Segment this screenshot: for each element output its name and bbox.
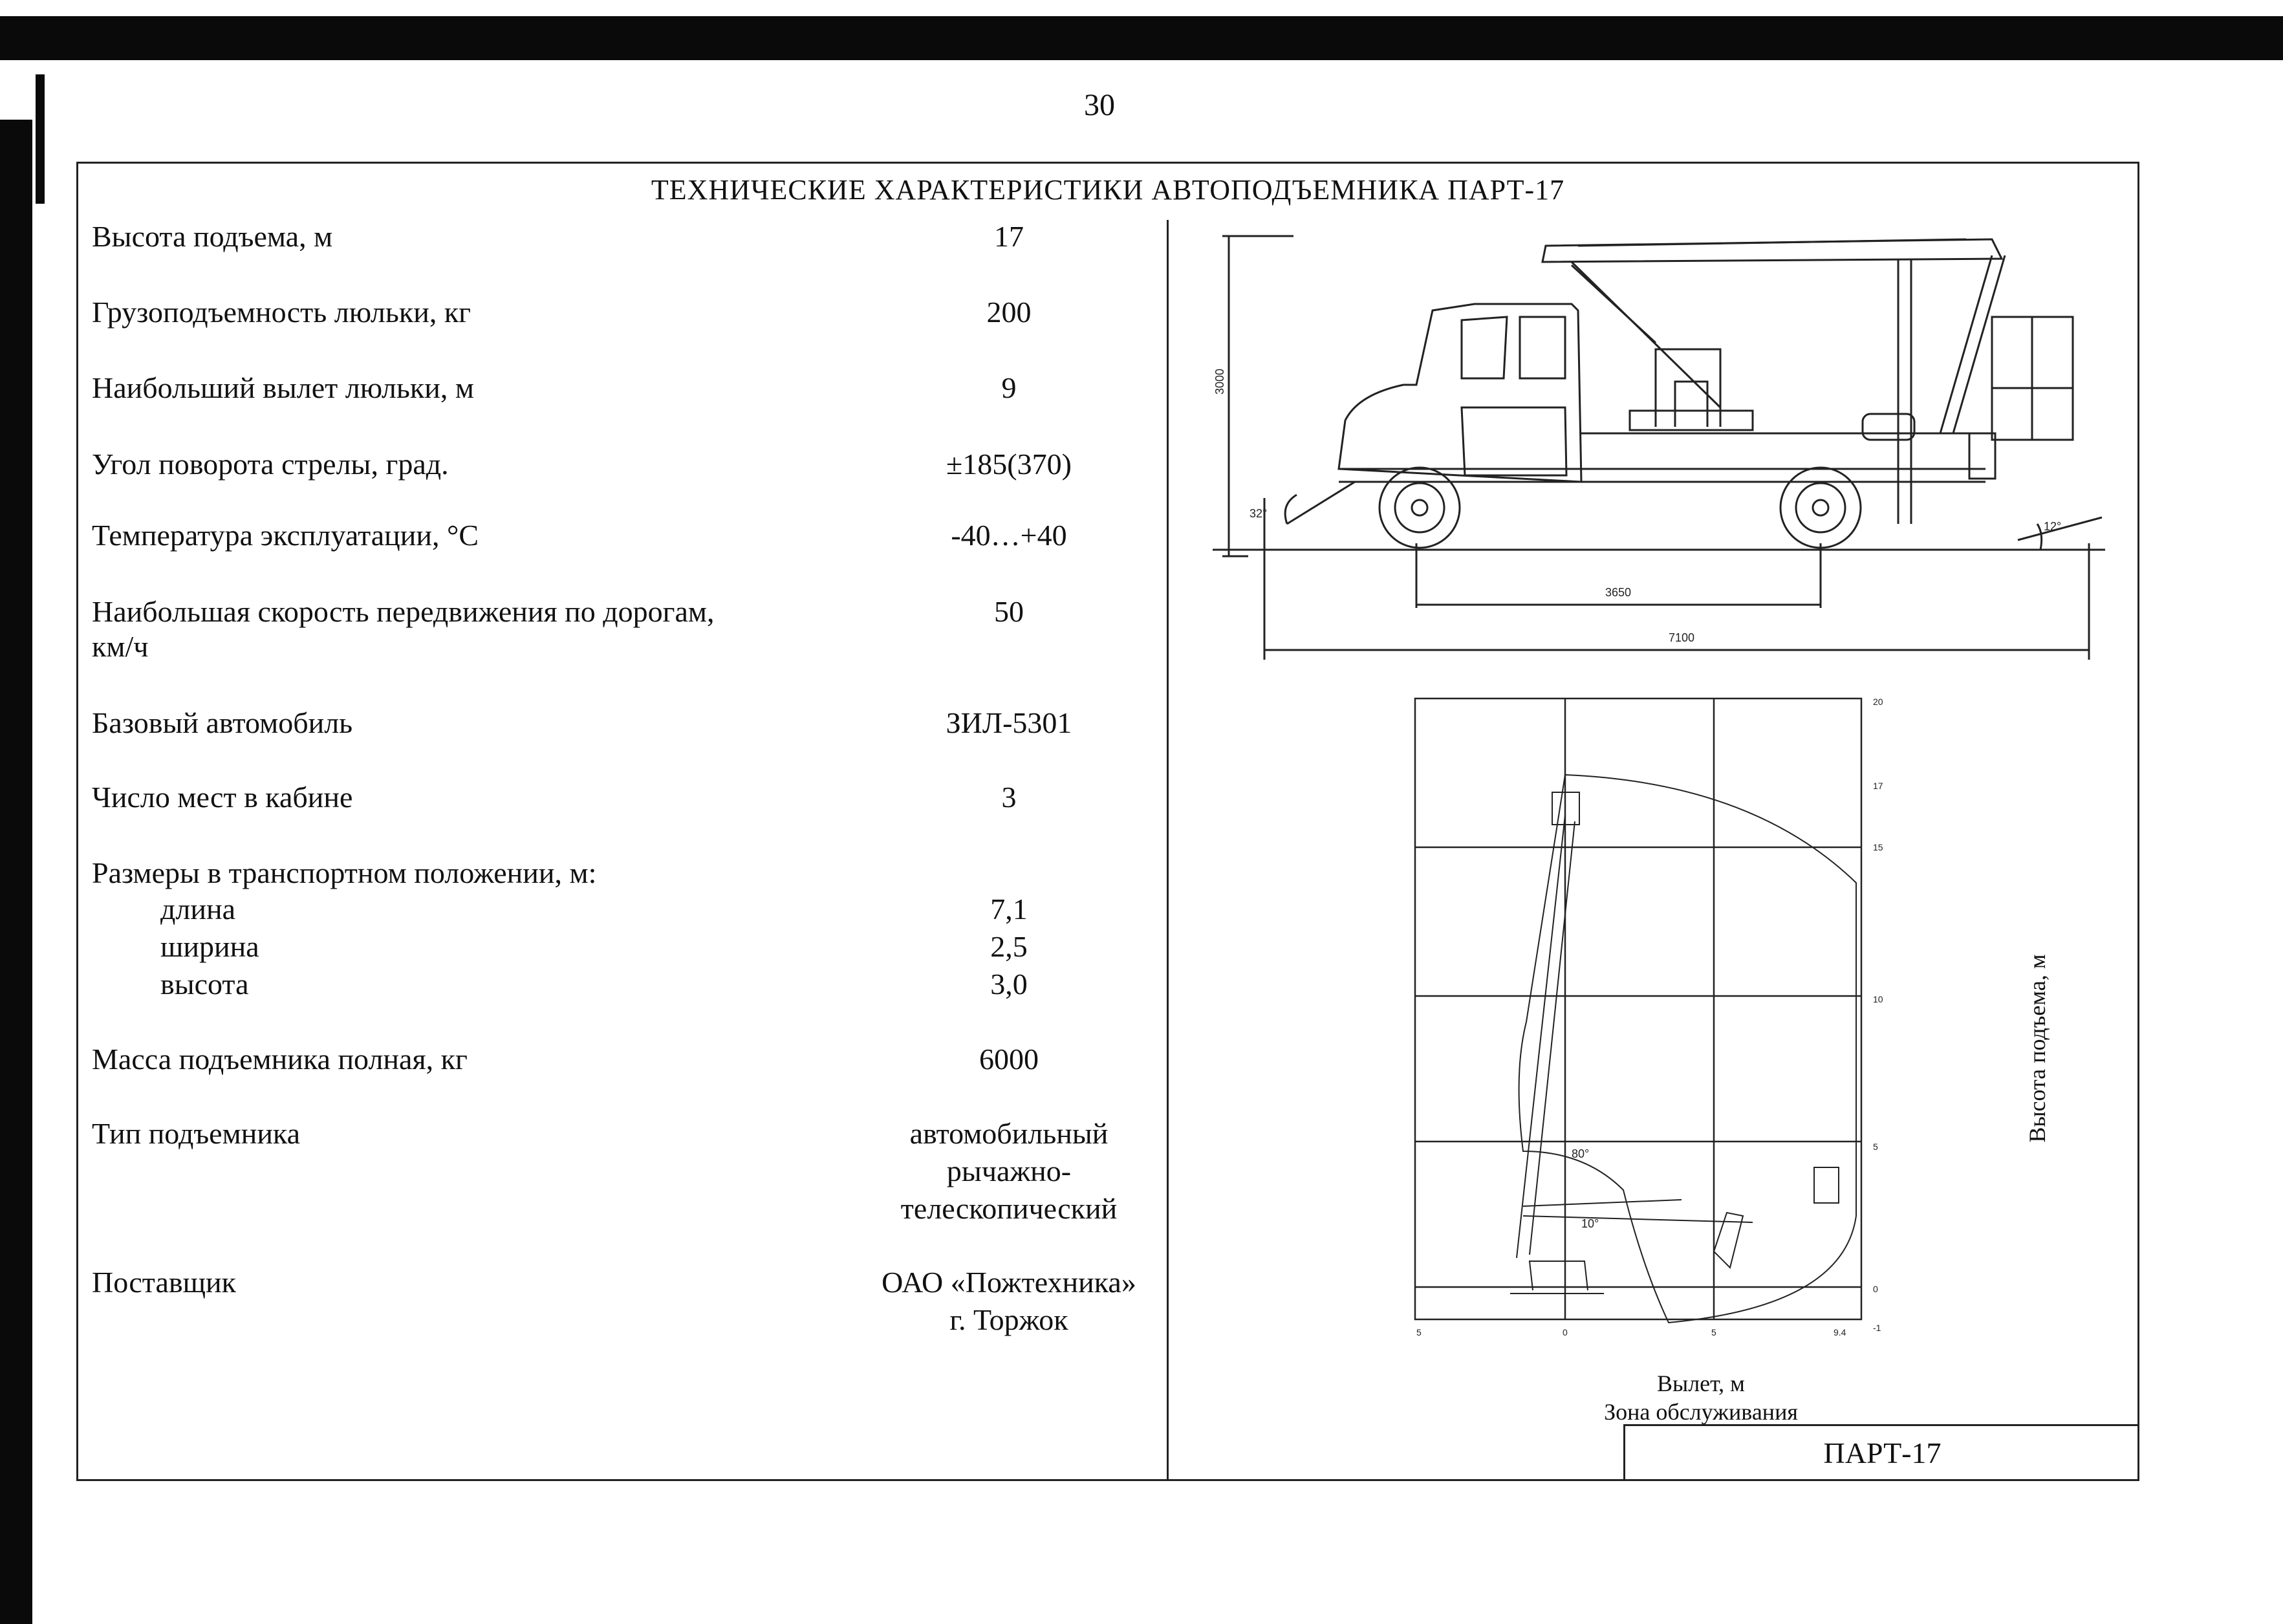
spec-value-supplier-1: ОАО «Пожтехника» — [882, 1266, 1136, 1299]
spec-label-base-vehicle: Базовый автомобиль — [92, 706, 353, 739]
x-tick-9-4: 9.4 — [1834, 1327, 1846, 1337]
spec-value-heightdim: 3,0 — [990, 968, 1028, 1001]
x-tick-0: 0 — [1563, 1327, 1568, 1337]
spec-value-temperature: -40…+40 — [951, 519, 1067, 552]
x-tick-5-left: 5 — [1416, 1327, 1422, 1337]
spec-value-type-2: рычажно- — [946, 1154, 1072, 1187]
spec-value-width: 2,5 — [990, 930, 1028, 963]
spec-value-rotation: ±185(370) — [946, 448, 1072, 481]
spec-value-mass: 6000 — [979, 1043, 1039, 1076]
table-title: ТЕХНИЧЕСКИЕ ХАРАКТЕРИСТИКИ АВТОПОДЪЕМНИКА ПАРТ-17 — [651, 174, 1565, 206]
scan-left-notch — [36, 74, 45, 204]
spec-label-rotation: Угол поворота стрелы, град. — [92, 448, 449, 481]
dim-front-angle: 32° — [1250, 507, 1268, 520]
spec-label-length: длина — [160, 893, 236, 926]
spec-value-capacity: 200 — [986, 296, 1032, 329]
spec-value-base-vehicle: ЗИЛ-5301 — [946, 706, 1072, 739]
zone-caption: Зона обслуживания — [1604, 1399, 1798, 1425]
angle-upper: 80° — [1572, 1147, 1590, 1160]
spec-label-mass: Масса подъемника полная, кг — [92, 1043, 468, 1076]
spec-label-type: Тип подъемника — [92, 1117, 300, 1150]
spec-label-dimensions: Размеры в транспортном положении, м: — [92, 856, 597, 889]
spec-value-reach: 9 — [1001, 371, 1017, 404]
spec-label-supplier: Поставщик — [92, 1266, 236, 1299]
x-axis-label: Вылет, м — [1657, 1370, 1745, 1396]
scan-top-border — [0, 16, 2283, 60]
work-zone-diagram — [1390, 686, 1908, 1345]
y-tick-0: 0 — [1873, 1284, 1878, 1294]
spec-value-type-3: телескопический — [900, 1192, 1118, 1225]
spec-label-temperature: Температура эксплуатации, °С — [92, 519, 479, 552]
spec-value-seats: 3 — [1001, 781, 1017, 814]
y-tick-10: 10 — [1873, 994, 1883, 1004]
angle-lower: 10° — [1581, 1217, 1599, 1230]
spec-value-height: 17 — [994, 220, 1024, 253]
y-axis-label: Высота подъема, м — [2024, 954, 2050, 1143]
spec-value-length: 7,1 — [990, 893, 1028, 926]
spec-label-seats: Число мест в кабине — [92, 781, 353, 814]
spec-label-speed-unit: км/ч — [92, 630, 149, 663]
spec-value-supplier-2: г. Торжок — [949, 1303, 1068, 1336]
y-tick-5: 5 — [1873, 1142, 1878, 1152]
y-tick-minus-1: -1 — [1873, 1323, 1881, 1333]
spec-label-reach: Наибольший вылет люльки, м — [92, 371, 474, 404]
x-tick-5: 5 — [1711, 1327, 1716, 1337]
dim-wheelbase: 3650 — [1605, 586, 1632, 599]
page-number: 30 — [1084, 88, 1115, 122]
y-tick-20: 20 — [1873, 697, 1883, 707]
spec-label-height: Высота подъема, м — [92, 220, 333, 253]
scan-left-border — [0, 120, 32, 1624]
spec-value-speed: 50 — [994, 595, 1024, 628]
dim-length: 7100 — [1669, 631, 1695, 644]
dim-height: 3000 — [1213, 368, 1226, 395]
spec-label-speed: Наибольшая скорость передвижения по дорогам, — [92, 595, 715, 628]
spec-label-capacity: Грузоподъемность люльки, кг — [92, 296, 471, 329]
y-tick-15: 15 — [1873, 842, 1883, 852]
spec-value-type-1: автомобильный — [909, 1117, 1109, 1150]
spec-label-width: ширина — [160, 930, 259, 963]
y-tick-17: 17 — [1873, 781, 1883, 791]
dim-rear-angle: 12° — [2044, 520, 2062, 533]
spec-label-heightdim: высота — [160, 968, 249, 1001]
title-block-stamp: ПАРТ-17 — [1623, 1424, 2139, 1481]
truck-side-view-drawing — [1209, 220, 2115, 673]
